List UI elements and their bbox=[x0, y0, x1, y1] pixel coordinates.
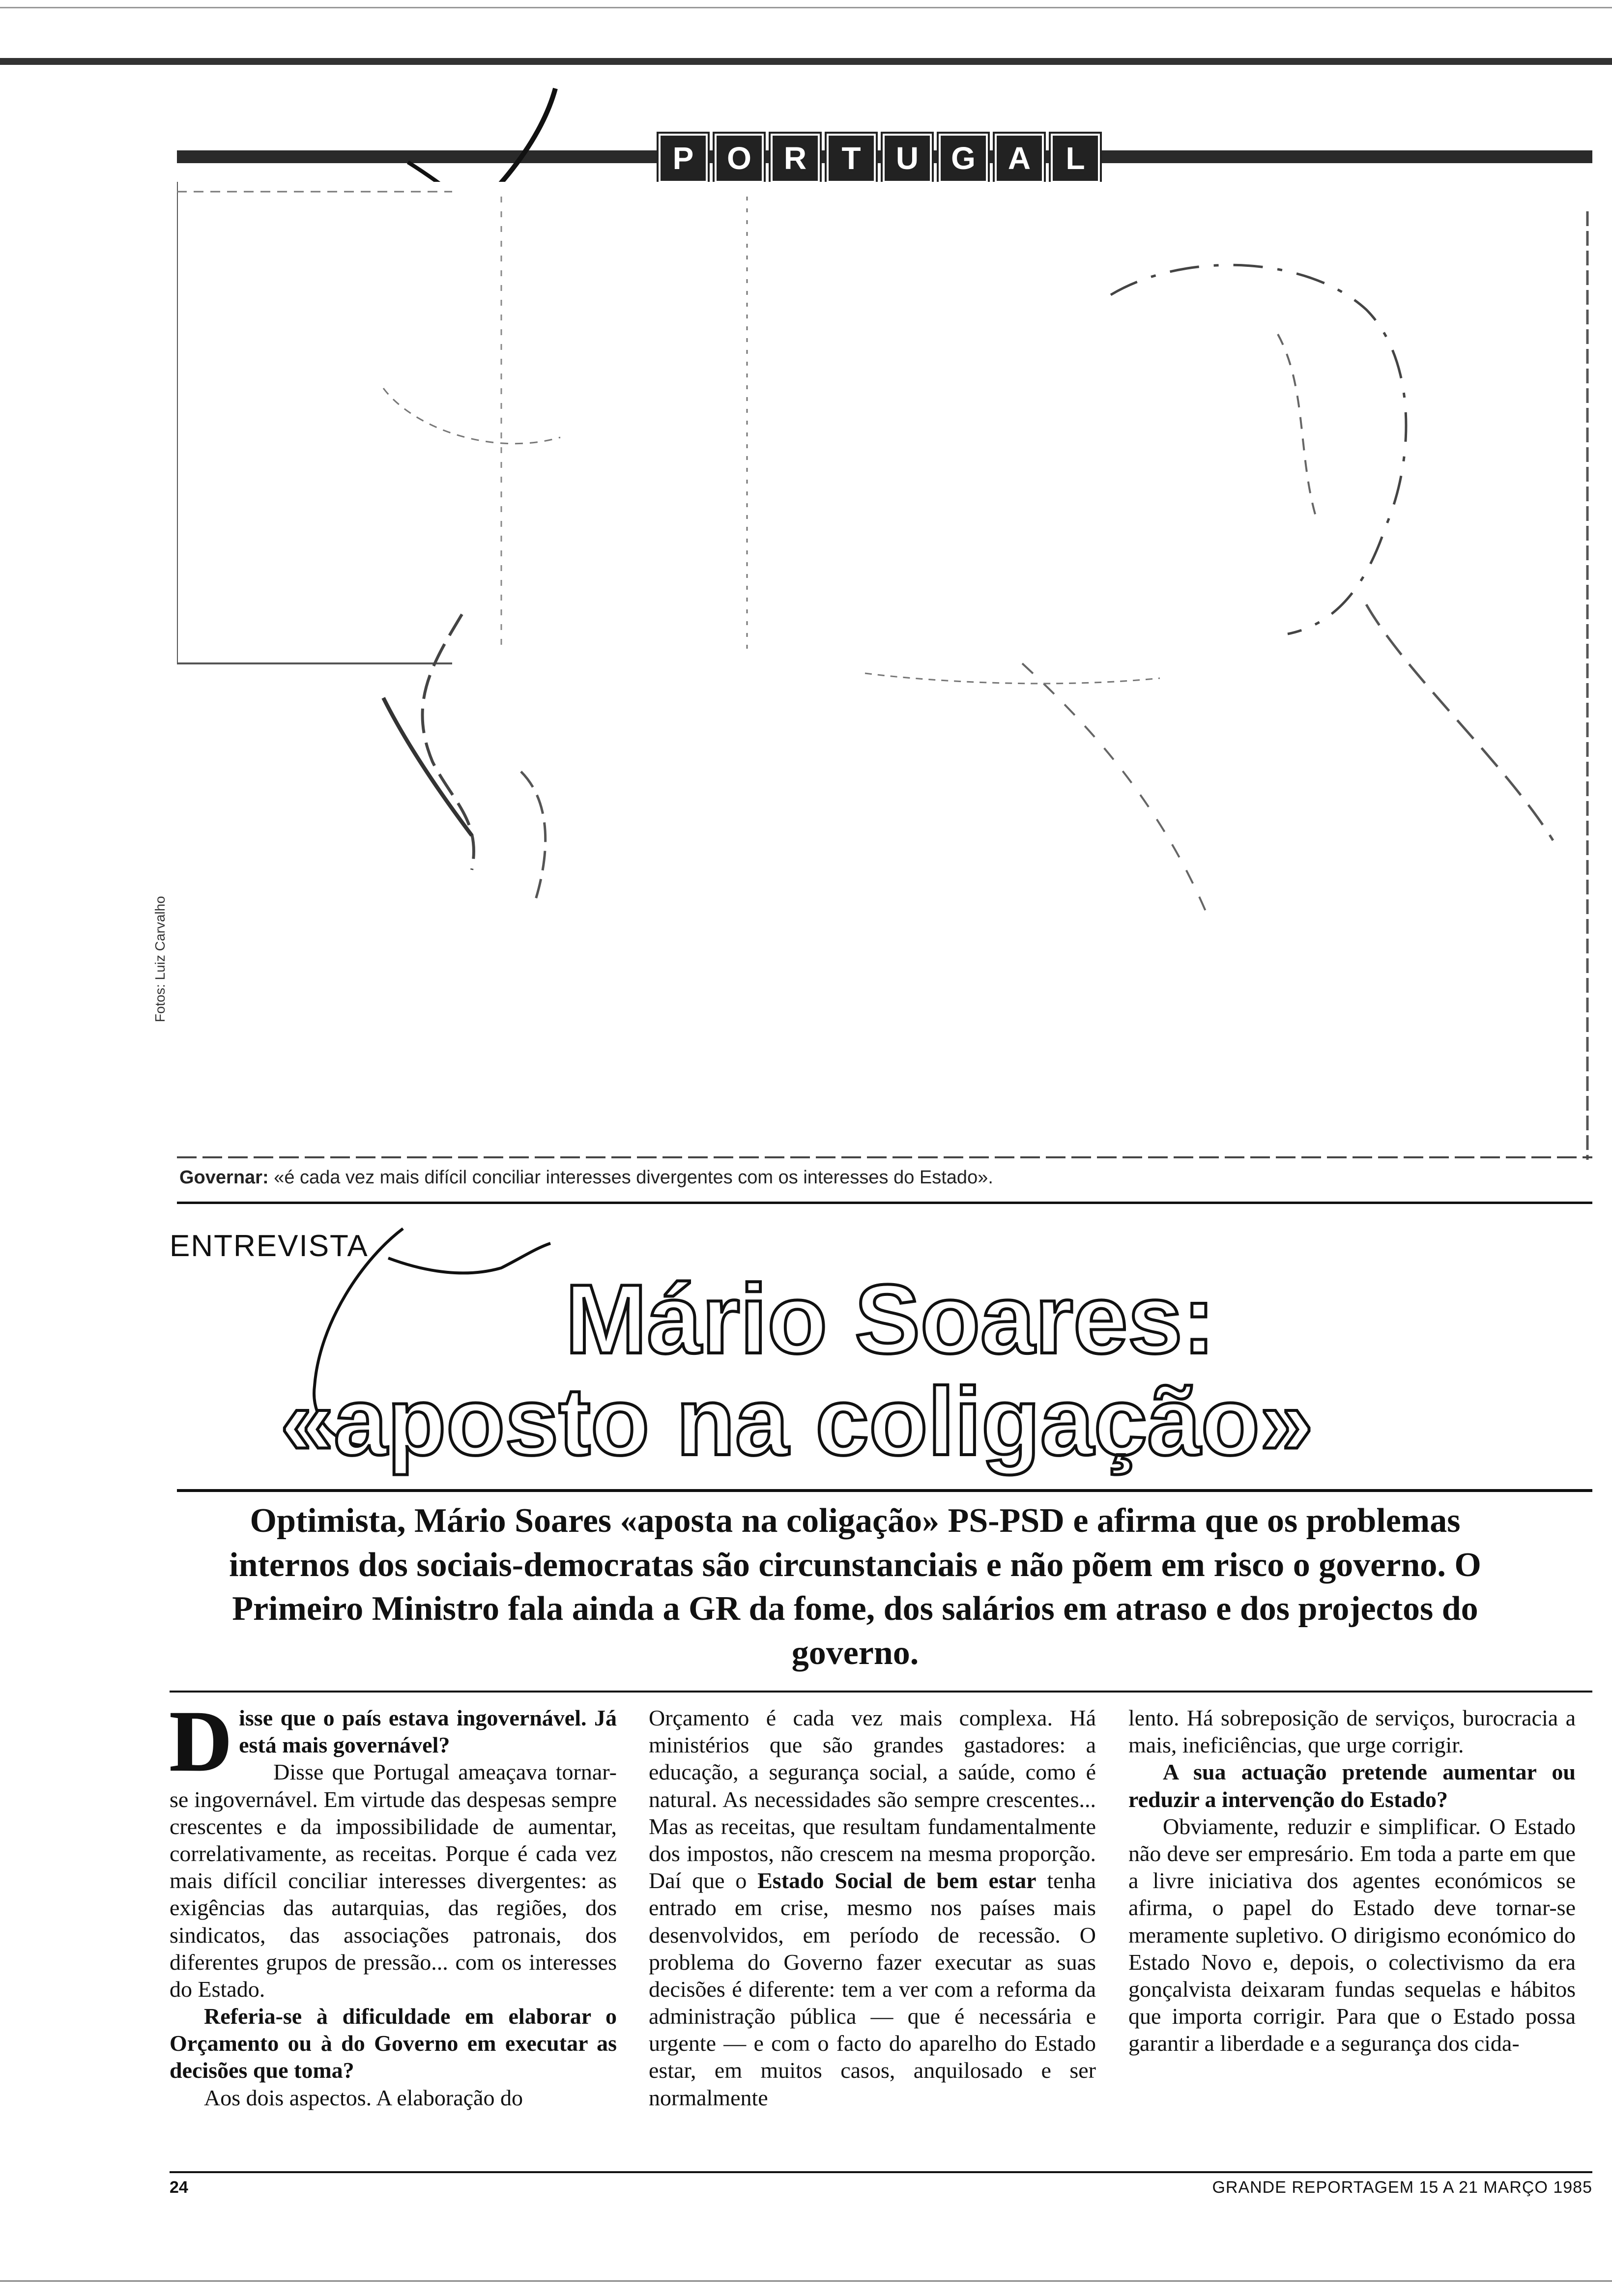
article-column-3 bbox=[1128, 1704, 1576, 2057]
subject-outline bbox=[1022, 663, 1209, 919]
answer-emphasis: Estado Social de bem estar bbox=[757, 1868, 1036, 1894]
answer-paragraph: lento. Há sobreposição de serviços, burocracia a mais, ineficiências, que urge corrigir. bbox=[1128, 1705, 1576, 1758]
lead-bottom-rule bbox=[170, 1691, 1592, 1693]
hand-outline bbox=[423, 614, 474, 870]
answer-paragraph: Aos dois aspectos. A elaboração do bbox=[204, 2085, 523, 2110]
article-column-1 bbox=[170, 1693, 617, 2111]
section-kicker: ENTREVISTA bbox=[170, 1229, 369, 1263]
caption-text: «é cada vez mais difícil conciliar interesses divergentes com os interesses do Estado». bbox=[274, 1167, 993, 1188]
answer-paragraph: Obviamente, reduzir e simplificar. O Estado não deve ser empresário. Em toda a parte em que a livre iniciativa dos agentes económicos se afirma, o papel do Estado deve tornar-se meramente supletivo. O dirigismo económico do Estado Novo e, depois, o colectivismo da era gonçalvista deixaram fundas sequelas e hábitos que importa corrigir. Para que o Estado possa garantir a liberdade e a segurança dos cida- bbox=[1128, 1813, 1576, 2056]
object-outline bbox=[383, 388, 560, 444]
drop-cap: D bbox=[170, 1693, 232, 1789]
caption-label: Governar: bbox=[179, 1167, 269, 1188]
hand-outline bbox=[521, 772, 546, 899]
question-text: isse que o país estava ingovernável. Já está mais governável? bbox=[239, 1705, 617, 1758]
interview-photo bbox=[177, 182, 1592, 1160]
article-lead: Optimista, Mário Soares «aposta na coligação» PS-PSD e afirma que os problemas internos dos sociais-democratas são circunstanciais e não põem em risco o governo. O Primeiro Ministro fala ainda a GR da fome, dos salários em atraso e dos projectos do governo. bbox=[229, 1502, 1481, 1672]
photo-caption bbox=[179, 1167, 1595, 1188]
answer-paragraph bbox=[649, 1704, 1096, 2111]
answer-text: tenha entrado em crise, mesmo nos países mais desenvolvidos, em período de recessão. O problema do Governo fazer executar as suas decisões é diferente: tem a ver com a reforma da administração pública — que é necessária e urgente — e com o facto do aparelho do Estado estar, em muitos casos, anquilosado e ser normalmente bbox=[649, 1868, 1096, 2110]
headline-line-2: «aposto na coligação» bbox=[280, 1368, 1314, 1475]
headline-line-1: Mário Soares: bbox=[565, 1264, 1215, 1374]
subject-outline bbox=[1278, 334, 1317, 521]
section-letter: O bbox=[715, 134, 764, 183]
section-letter: G bbox=[939, 134, 988, 183]
subject-outline bbox=[1366, 604, 1553, 840]
footer-rule bbox=[170, 2171, 1592, 2173]
photo-credit: Fotos: Luiz Carvalho bbox=[152, 896, 168, 1022]
subject-outline bbox=[1111, 265, 1406, 634]
question-paragraph: A sua actuação pretende aumentar ou reduzir a intervenção do Estado? bbox=[1128, 1759, 1576, 1812]
question-paragraph: Referia-se à dificuldade em elaborar o Orçamento ou à do Governo em executar as decisões que toma? bbox=[170, 2004, 617, 2083]
section-letter: T bbox=[827, 134, 876, 183]
top-scan-rule-thin bbox=[0, 7, 1612, 8]
section-banner bbox=[659, 134, 1100, 183]
object-outline bbox=[865, 673, 1160, 684]
section-letter: L bbox=[1051, 134, 1100, 183]
bottom-scan-rule bbox=[0, 2280, 1612, 2282]
answer-text: Orçamento é cada vez mais complexa. Há ministérios que são grandes gastadores: a educação, a segurança social, a saúde, como é natural. As necessidades são sempre crescentes... Mas as receitas, que resultam fundamentalmente dos impostos, não crescem na mesma proporção. Daí que o bbox=[649, 1705, 1096, 1894]
publication-footer: GRANDE REPORTAGEM 15 A 21 MARÇO 1985 bbox=[1212, 2178, 1592, 2197]
section-letter: R bbox=[771, 134, 820, 183]
lead-top-rule bbox=[177, 1489, 1592, 1492]
section-letter: P bbox=[659, 134, 708, 183]
photo-frame-line bbox=[177, 182, 452, 663]
question-paragraph bbox=[170, 1693, 617, 1789]
section-letter: A bbox=[995, 134, 1044, 183]
hand-outline bbox=[383, 698, 472, 835]
answer-paragraph: Disse que Portugal ameaçava tornar-se ingovernável. Em virtude das despesas sempre crescentes e da impossibilidade de aumentar, correlativamente, as receitas. Porque é cada vez mais difícil conciliar interesses divergentes: as exigências das autarquias, das regiões, dos sindicatos, das associações patronais, dos diferentes grupos de pressão... com os interesses do Estado. bbox=[170, 1759, 617, 2002]
article-headline bbox=[275, 1264, 1504, 1475]
caption-rule bbox=[177, 1202, 1592, 1204]
page-number: 24 bbox=[170, 2178, 188, 2197]
top-scan-rule bbox=[0, 58, 1612, 65]
article-column-2 bbox=[649, 1704, 1096, 2111]
section-letter: U bbox=[883, 134, 932, 183]
